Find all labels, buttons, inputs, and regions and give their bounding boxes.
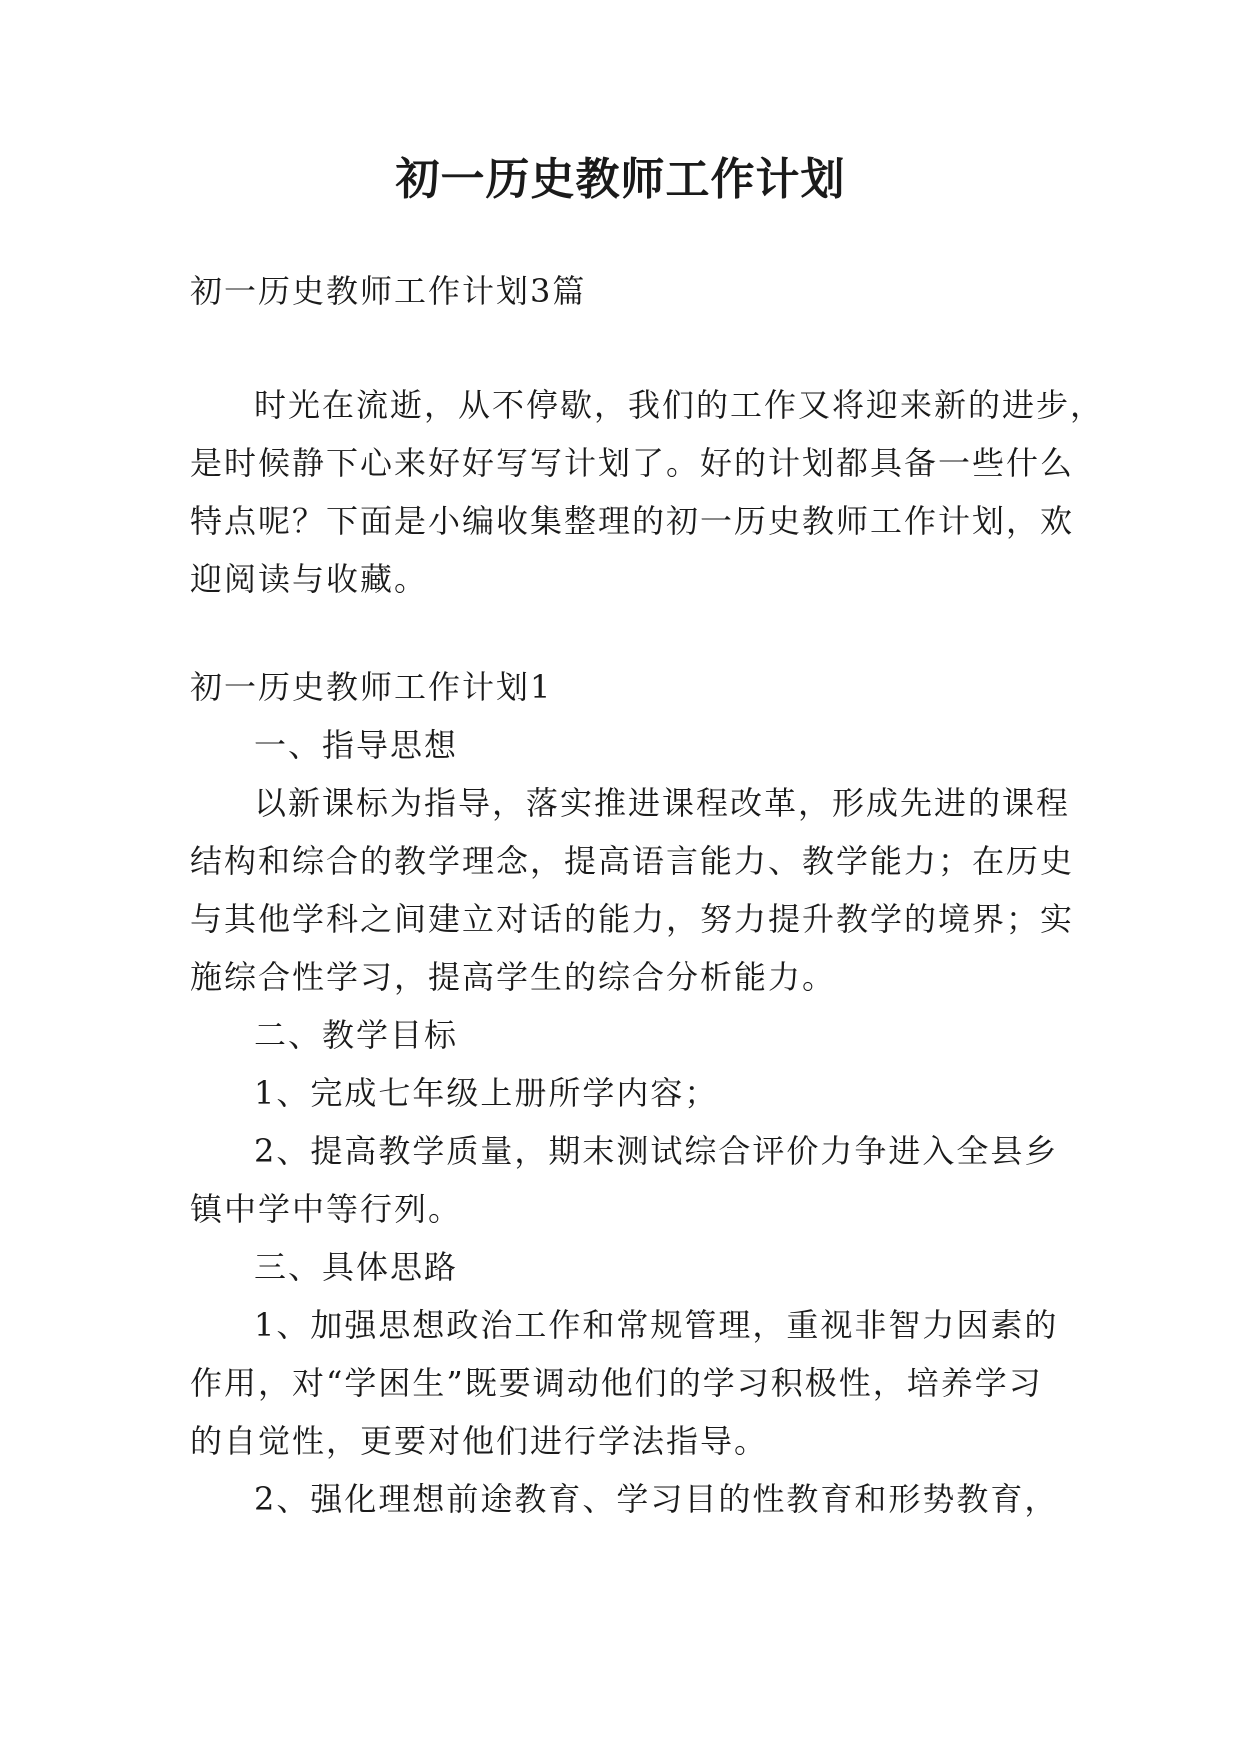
- document-subtitle: 初一历史教师工作计划3篇: [190, 272, 587, 310]
- section3-item-2: 2、强化理想前途教育、学习目的性教育和形势教育，: [254, 1480, 1059, 1518]
- section1-line: 与其他学科之间建立对话的能力，努力提升教学的境界；实: [190, 900, 1075, 938]
- section1-heading: 一、指导思想: [254, 726, 459, 764]
- document-title: 初一历史教师工作计划: [395, 154, 846, 205]
- section3-item-1-line: 的自觉性，更要对他们进行学法指导。: [190, 1422, 769, 1460]
- section3-item-1-line: 作用，对“学困生”既要调动他们的学习积极性，培养学习: [190, 1364, 1043, 1402]
- section2-item-2-line: 镇中学中等行列。: [190, 1190, 463, 1228]
- section2-item-1: 1、完成七年级上册所学内容；: [254, 1074, 719, 1112]
- intro-line: 时光在流逝，从不停歇，我们的工作又将迎来新的进步，: [254, 386, 1105, 424]
- section1-line: 结构和综合的教学理念，提高语言能力、教学能力；在历史: [190, 842, 1075, 880]
- document-body: [190, 262, 1105, 1528]
- section2-item-2: [190, 1122, 1059, 1238]
- intro-line: 是时候静下心来好好写写计划了。好的计划都具备一些什么: [190, 444, 1075, 482]
- intro-line: 特点呢？下面是小编收集整理的初一历史教师工作计划，欢: [190, 502, 1075, 540]
- section2-heading: 二、教学目标: [254, 1016, 459, 1054]
- section3-item-1: [190, 1296, 1059, 1470]
- section2-item-2-line: 2、提高教学质量，期末测试综合评价力争进入全县乡: [254, 1132, 1059, 1170]
- intro-line: 迎阅读与收藏。: [190, 560, 429, 598]
- section3-heading: 三、具体思路: [254, 1248, 459, 1286]
- intro-paragraph: [190, 376, 1105, 608]
- section3-item-1-line: 1、加强思想政治工作和常规管理，重视非智力因素的: [254, 1306, 1059, 1344]
- plan1-heading: 初一历史教师工作计划1: [190, 668, 553, 706]
- section1-line: 施综合性学习，提高学生的综合分析能力。: [190, 958, 837, 996]
- section1-paragraph: [190, 774, 1075, 1006]
- section1-line: 以新课标为指导，落实推进课程改革，形成先进的课程: [254, 784, 1071, 822]
